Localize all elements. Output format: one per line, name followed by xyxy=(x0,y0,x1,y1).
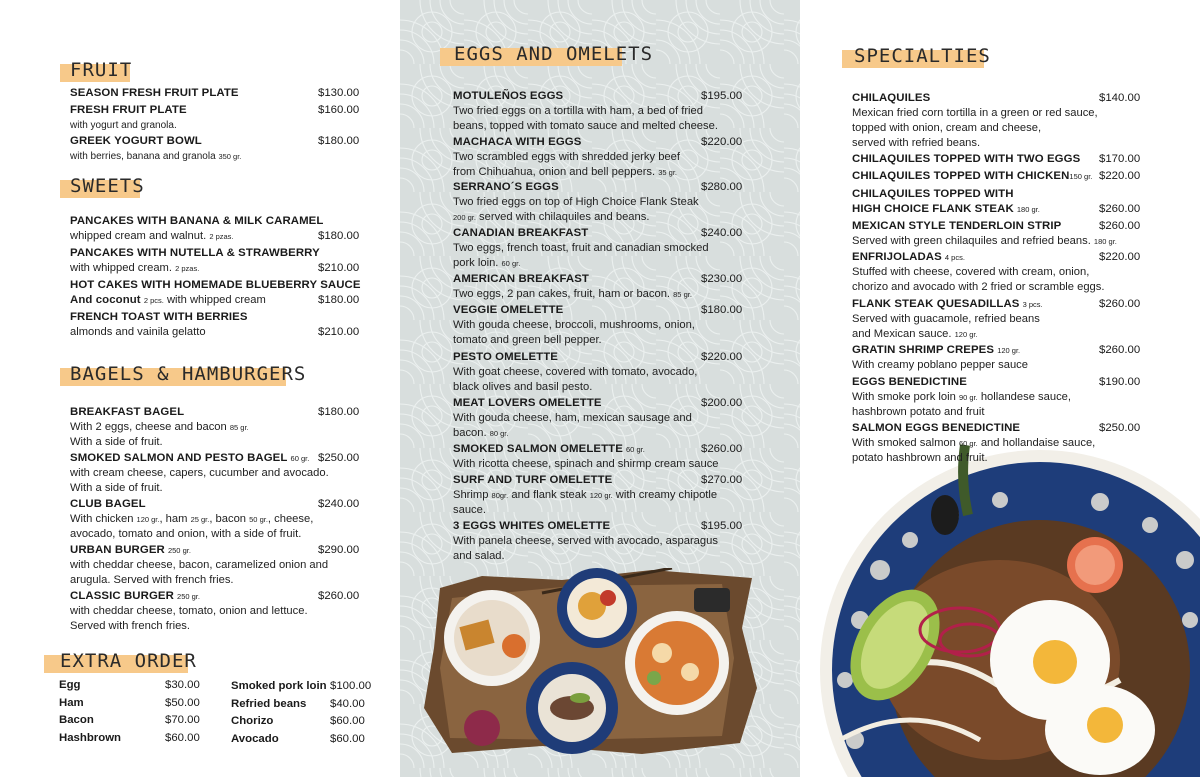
menu-item: MEXICAN STYLE TENDERLOIN STRIP Served with green chilaquiles and refried beans. 180 gr. xyxy=(852,220,1117,247)
item-price: $180.00 xyxy=(318,230,360,242)
menu-item: EGGS BENEDICTINE With smoke pork loin 90 gr. hollandese sauce, hashbrown potato and fruit xyxy=(852,376,1072,418)
menu-item: PANCAKES WITH NUTELLA & STRAWBERRY with whipped cream. 2 pzas. xyxy=(70,247,320,274)
sweets-title: SWEETS xyxy=(70,175,145,197)
menu-item: MACHACA WITH EGGS Two scrambled eggs with shredded jerky beef from Chihuahua, onion and bell peppers. 35 gr. xyxy=(453,136,680,178)
item-price: $220.00 xyxy=(701,136,743,148)
item-price: $200.00 xyxy=(701,397,743,409)
food-photo-collage xyxy=(422,568,762,758)
right-panel xyxy=(800,0,1200,777)
item-price: $260.00 xyxy=(701,443,743,455)
menu-item: FLANK STEAK QUESADILLAS 3 pcs. Served with guacamole, refried beans and Mexican sauce. 120 gr. xyxy=(852,298,1043,340)
item-price: $230.00 xyxy=(701,273,743,285)
menu-item: PANCAKES WITH BANANA & MILK CARAMEL whipped cream and walnut. 2 pzas. xyxy=(70,215,324,242)
menu-item: PESTO OMELETTE With goat cheese, covered with tomato, avocado, black olives and basil pesto. xyxy=(453,351,698,393)
item-price: $250.00 xyxy=(318,452,360,464)
chilaquiles-plate-photo xyxy=(800,440,1200,777)
item-price: $180.00 xyxy=(318,294,360,306)
middle-panel xyxy=(400,0,800,777)
item-price: $240.00 xyxy=(701,227,743,239)
menu-item: GREEK YOGURT BOWL with berries, banana and granola 350 gr. xyxy=(70,135,242,162)
item-price: $240.00 xyxy=(318,498,360,510)
extra-col2-names: Smoked pork loin Refried beans Chorizo Avocado xyxy=(231,680,327,745)
left-panel xyxy=(0,0,400,777)
item-price: $220.00 xyxy=(701,351,743,363)
menu-item: CLASSIC BURGER 250 gr. with cheddar cheese, tomato, onion and lettuce. Served with french fries. xyxy=(70,590,308,632)
item-price: $130.00 xyxy=(318,87,360,99)
menu-item: FRENCH TOAST WITH BERRIES almonds and vainila gelatto xyxy=(70,311,248,338)
item-price: $260.00 xyxy=(1099,220,1141,232)
item-price: $210.00 xyxy=(318,262,360,274)
menu-item: AMERICAN BREAKFAST Two eggs, 2 pan cakes, fruit, ham or bacon. 85 gr. xyxy=(453,273,692,300)
menu-item: SMOKED SALMON AND PESTO BAGEL 60 gr. with cream cheese, capers, cucumber and avocado. With a side of fruit. xyxy=(70,452,329,494)
menu-item: CHILAQUILES Mexican fried corn tortilla in a green or red sauce, topped with onion, cream and cheese, served with refried beans. xyxy=(852,92,1098,149)
menu-item: CLUB BAGEL With chicken 120 gr., ham 25 gr., bacon 50 gr., cheese, avocado, tomato and onion, with a side of fruit. xyxy=(70,498,314,540)
item-price: $210.00 xyxy=(318,326,360,338)
menu-item: ENFRIJOLADAS 4 pcs. Stuffed with cheese, covered with cream, onion, chorizo and avocado with 2 fried or scramble eggs. xyxy=(852,251,1105,293)
menu-item: GRATIN SHRIMP CREPES 120 gr. With creamy poblano pepper sauce xyxy=(852,344,1028,371)
menu-item: URBAN BURGER 250 gr. with cheddar cheese, bacon, caramelized onion and arugula. Served with french fries. xyxy=(70,544,329,586)
menu-item: SALMON EGGS BENEDICTINE With smoked salmon 60 gr. and hollandaise sauce, potato hashbrown and fruit. xyxy=(852,422,1096,464)
item-price: $280.00 xyxy=(701,181,743,193)
item-price: $180.00 xyxy=(701,304,743,316)
menu-item: SEASON FRESH FRUIT PLATE xyxy=(70,87,239,99)
menu-item: HOT CAKES WITH HOMEMADE BLUEBERRY SAUCE And coconut 2 pcs. with whipped cream xyxy=(70,279,361,306)
menu-item: SERRANO´S EGGS Two fried eggs on top of High Choice Flank Steak 200 gr. served with chilaquiles and beans. xyxy=(453,181,699,223)
menu-item: MOTULEÑOS EGGS Two fried eggs on a tortilla with ham, a bed of fried beans, topped with tomato sauce and melted cheese. xyxy=(453,90,718,132)
item-price: $260.00 xyxy=(318,590,360,602)
menu-item: CANADIAN BREAKFAST Two eggs, french toast, fruit and canadian smocked pork loin. 60 gr. xyxy=(453,227,709,269)
menu-item: CHILAQUILES TOPPED WITH CHICKEN150 gr. xyxy=(852,170,1093,182)
item-price: $140.00 xyxy=(1099,92,1141,104)
item-price: $160.00 xyxy=(318,104,360,116)
item-price: $190.00 xyxy=(1099,376,1141,388)
menu-item: SMOKED SALMON OMELETTE 60 gr. With ricotta cheese, spinach and shirmp cream sauce xyxy=(453,443,719,470)
fruit-title: FRUIT xyxy=(70,59,133,81)
menu-item: CHILAQUILES TOPPED WITH TWO EGGS xyxy=(852,153,1081,165)
item-price: $290.00 xyxy=(318,544,360,556)
item-price: $220.00 xyxy=(1099,251,1141,263)
menu-item: CHILAQUILES TOPPED WITH HIGH CHOICE FLANK STEAK 180 gr. xyxy=(852,188,1040,215)
bagels-title: BAGELS & HAMBURGERS xyxy=(70,363,307,385)
item-price: $180.00 xyxy=(318,406,360,418)
menu-item: SURF AND TURF OMELETTE Shrimp 80gr. and flank steak 120 gr. with creamy chipotle sauce. xyxy=(453,474,718,516)
item-price: $220.00 xyxy=(1099,170,1141,182)
menu-item: VEGGIE OMELETTE With gouda cheese, broccoli, mushrooms, onion, tomato and green bell pepper. xyxy=(453,304,695,346)
menu-item: FRESH FRUIT PLATE with yogurt and granola. xyxy=(70,104,187,131)
item-price: $260.00 xyxy=(1099,203,1141,215)
item-price: $250.00 xyxy=(1099,422,1141,434)
item-price: $260.00 xyxy=(1099,344,1141,356)
item-price: $270.00 xyxy=(701,474,743,486)
eggs-title: EGGS AND OMELETS xyxy=(454,43,654,65)
extra-col1-names: Egg Ham Bacon Hashbrown xyxy=(59,679,122,744)
menu-item: MEAT LOVERS OMELETTE With gouda cheese, ham, mexican sausage and bacon. 80 gr. xyxy=(453,397,692,439)
extra-col2-prices: $100.00 $40.00 $60.00 $60.00 xyxy=(330,680,372,745)
extra-col1-prices: $30.00 $50.00 $70.00 $60.00 xyxy=(165,679,200,744)
item-price: $260.00 xyxy=(1099,298,1141,310)
specialties-title: SPECIALTIES xyxy=(854,45,991,67)
item-price: $195.00 xyxy=(701,90,743,102)
menu-item: BREAKFAST BAGEL With 2 eggs, cheese and bacon 85 gr. With a side of fruit. xyxy=(70,406,249,448)
item-price: $195.00 xyxy=(701,520,743,532)
extra-title: EXTRA ORDER xyxy=(60,650,197,672)
item-price: $180.00 xyxy=(318,135,360,147)
item-price: $170.00 xyxy=(1099,153,1141,165)
menu-item: 3 EGGS WHITES OMELETTE With panela cheese, served with avocado, asparagus and salad. xyxy=(453,520,718,562)
